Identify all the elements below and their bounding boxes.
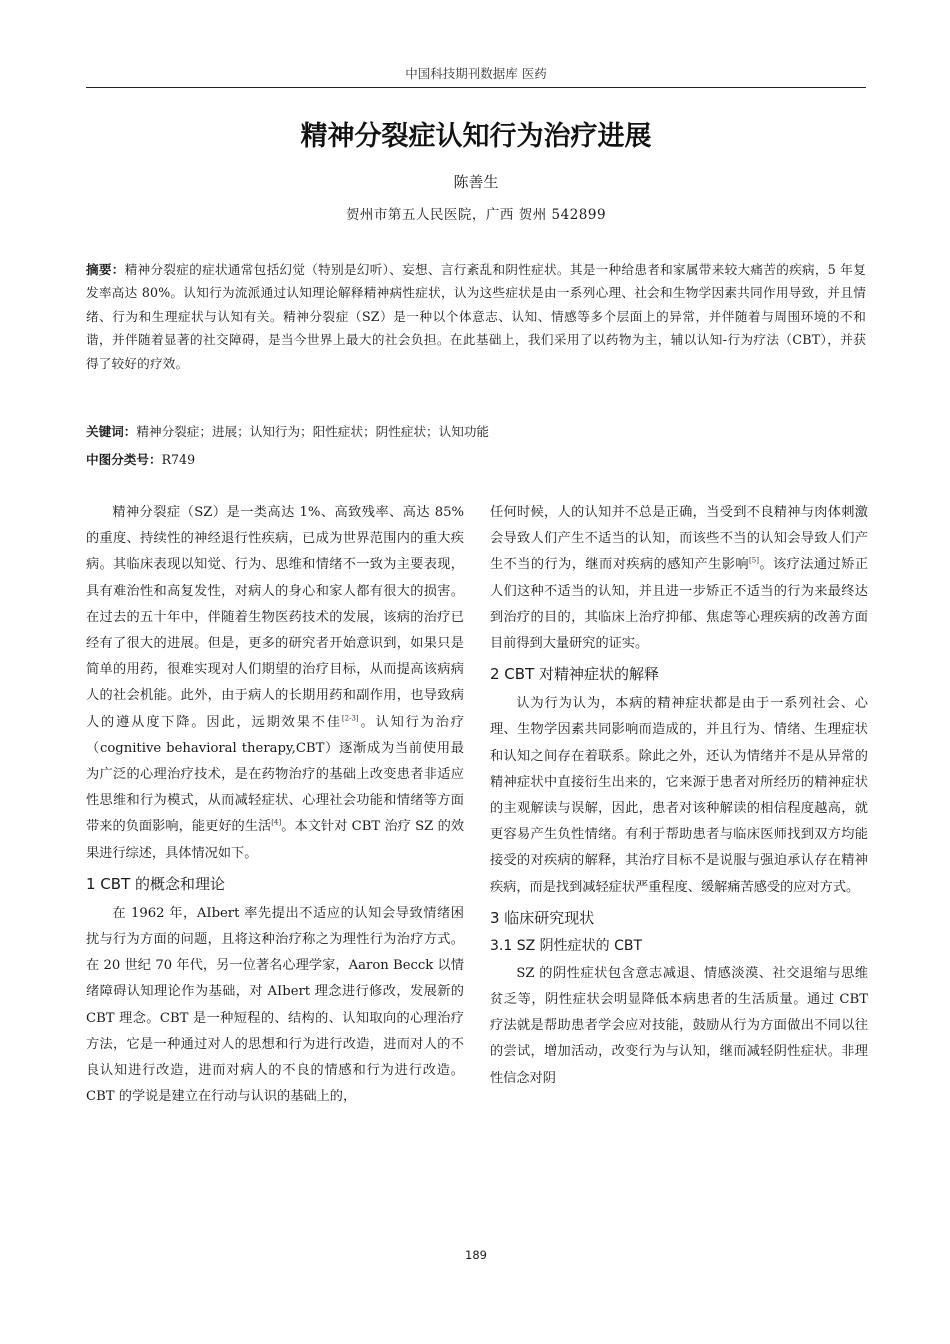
abstract [86,258,866,375]
right-column [490,500,868,1092]
intro-text-b: 。认知行为治疗（cognitive behavioral therapy,CBT）逐渐成为当前使用最为广泛的心理治疗技术，是在药物治疗的基础上改变患者非适应性思维和行为模式，从而减轻症状、心理社会功能和情绪等方面带来的负面影响，能更好的生活 [86,714,465,835]
classification-label: 中图分类号： [86,452,162,467]
author-affiliation: 贺州市第五人民医院，广西 贺州 542899 [345,207,607,223]
citation-2-3: [2-3] [341,714,359,723]
continued-paragraph [490,500,868,657]
journal-header: 中国科技期刊数据库 医药 [405,66,547,81]
page-number: 189 [465,1248,487,1262]
section-1-paragraph: 在 1962 年，AIbert 率先提出不适应的认知会导致情绪困扰与行为方面的问题，且将这种治疗称之为理性行为治疗方式。在 20 世纪 70 年代，另一位著名心理学家，Aaron Becck 以情绪障碍认知理论作为基础，对 AIbert 理念进行修改，发展新的 CBT 理念。CBT 是一种短程的、结构的、认知取向的心理治疗方法，它是一种通过对人的思想和行为进行改造，进而对人的不良认知进行改造，进而对病人的不良的情感和行为进行改造。CBT 的学说是建立在行动与认识的基础上的， [86,905,464,1105]
intro-text-c: 。本文针对 CBT 治疗 SZ 的效果进行综述，具体情况如下。 [86,819,465,861]
citation-5: [5] [749,557,759,566]
section-3-1-paragraph: SZ 的阴性症状包含意志减退、情感淡漠、社交退缩与思维贫乏等，阴性症状会明显降低本病患者的生活质量。通过 CBT 疗法就是帮助患者学会应对技能，鼓励从行为方面做出不同以往的尝试，增加活动，改变行为与认知，继而减轻阴性症状。非理性信念对阴 [490,965,868,1086]
section-heading-3: 3 临床研究现状 [490,908,595,927]
intro-text-a: 精神分裂症（SZ）是一类高达 1%、高致残率、高达 85%的重度、持续性的神经退行性疾病，已成为世界范围内的重大疾病。其临床表现以知觉、行为、思维和情绪不一致为主要表现，具有难治性和高复发性，对病人的身心和家人都有很大的损害。在过去的五十年中，伴随着生物医药技术的发展，该病的治疗已经有了很大的进展。但是，更多的研究者开始意识到，如果只是简单的用药，很难实现对人们期望的治疗目标，从而提高该病病人的社会机能。此外，由于病人的长期用药和副作用，也导致病人的遵从度下降。因此，远期效果不佳 [86,505,464,730]
abstract-text: 精神分裂症的症状通常包括幻觉（特别是幻听）、妄想、言行紊乱和阴性症状。其是一种给患者和家属带来较大痛苦的疾病，5 年复发率高达 80%。认知行为流派通过认知理论解释精神病性症状，认为这些症状是由一系列心理、社会和生物学因素共同作用导致，并且情绪、行为和生理症状与认知有关。精神分裂症（SZ）是一种以个体意志、认知、情感等多个层面上的异常，并伴随着与周围环境的不和谐，并伴随着显著的社交障碍，是当今世界上最大的社会负担。在此基础上，我们采用了以药物为主，辅以认知-行为疗法（CBT），并获得了较好的疗效。 [86,262,866,371]
section-heading-1: 1 CBT 的概念和理论 [86,874,226,893]
keywords-text: 精神分裂症；进展；认知行为；阳性症状；阴性症状；认知功能 [136,424,489,439]
left-column [86,500,464,1110]
classification-number [86,449,866,471]
keywords [86,421,866,443]
citation-4: [4] [271,819,282,828]
classification-text: R749 [161,452,196,467]
section-2-paragraph: 认为行为认为，本病的精神症状都是由于一系列社会、心理、生物学因素共同影响而造成的，并且行为、情绪、生理症状和认知之间存在着联系。除此之外，还认为情绪并不是从异常的精神症状中直接衍生出来的，它来源于患者对所经历的精神症状的主观解读与误解，因此，患者对该种解读的相信程度越高，就更容易产生负性情绪。有利于帮助患者与临床医师找到双方均能接受的对疾病的解释，其治疗目标不是说服与强迫承认存在精神疾病，而是找到减轻症状严重程度、缓解痛苦感受的应对方式。 [490,696,868,895]
subsection-heading-3-1: 3.1 SZ 阴性症状的 CBT [490,937,643,954]
section-heading-2: 2 CBT 对精神症状的解释 [490,665,660,684]
continued-text-a: 任何时候，人的认知并不总是正确，当受到不良精神与肉体刺激会导致人们产生不适当的认知，而该些不当的认知会导致人们产生不当的行为，继而对疾病的感知产生影响 [490,505,868,573]
header-divider [86,87,866,88]
abstract-label: 摘要： [86,262,125,277]
author-name: 陈善生 [453,173,499,191]
paper-title: 精神分裂症认知行为治疗进展 [300,121,652,152]
continued-text-b: 。该疗法通过矫正人们这种不适当的认知，并且进一步矫正不适当的行为来最终达到治疗的目的，其临床上治疗抑郁、焦虑等心理疾病的改善方面目前得到大量研究的证实。 [490,557,869,652]
intro-paragraph [86,500,464,867]
keywords-label: 关键词： [86,424,137,439]
